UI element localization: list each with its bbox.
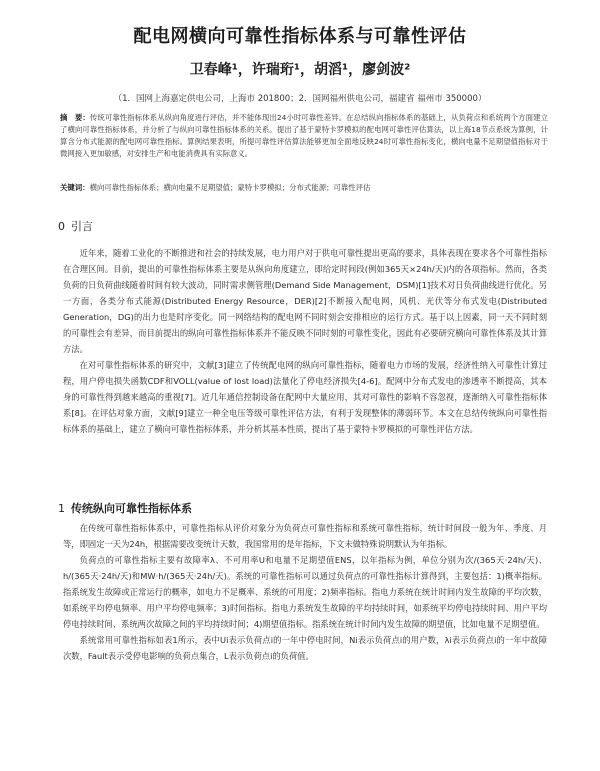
keywords-text: 横向可靠性指标体系；横向电量不足期望值；蒙特卡罗模拟；分布式能源；可靠性评估 <box>89 183 371 192</box>
abstract-block <box>60 112 548 160</box>
keywords-block <box>60 182 548 194</box>
author-list: 卫春峰¹，许瑞珩¹，胡滔¹，廖剑波² <box>189 62 411 78</box>
section-heading-intro <box>58 218 93 234</box>
abstract-text: 传统可靠性指标体系从纵向角度进行评估，并不能体现出24小时可靠性差异。在总结纵向指标体系的基础上，从负荷点和系统两个方面建立了横向可靠性指标体系，并分析了与纵向可靠性指标体系的关系。提出了基于蒙特卡罗模拟的配电网可靠性评估算法，以上海18节点系统为算例，计算含分布式能源的配电网可靠性指标。算例结果表明，所提可靠性评估算法能够更加全面地反映24时可靠性指标变化，横向电量不足期望值指标对于微网接入更加敏感，对安排生产和电能消费具有实际意义。 <box>60 113 548 158</box>
paragraph: 系统常用可靠性指标如表1所示，表中Ui表示负荷点i的一年中停电时间，Ni表示负荷点i的用户数，λi表示负荷点i的一年中故障次数，Fault表示受停电影响的负荷点集合，L表示负荷点i的负荷值。 <box>63 635 547 661</box>
paragraph: 在对可靠性指标体系的研究中，文献[3]建立了传统配电网的纵向可靠性指标，随着电力市场的发展，经济性纳入可靠性计算过程，用户停电损失函数CDF和VOLL(value of lost load)法量化了停电经济损失[4-6]。配网中分布式发电的渗透率不断提高，其本身的可靠性得到越来越高的重视[7]。近几年通信控制设备在配网中大量应用，其对可靠性的影响不容忽视，逐渐纳入可靠性指标体系[8]。在评估对象方面，文献[9]建立一种全电压等级可靠性评估方法，有利于发现整体的薄弱环节。本文在总结传统纵向可靠性指标体系的基础上，建立了横向可靠性指标体系，并分析其基本性质，提出了基于蒙特卡罗模拟的可靠性评估方法。 <box>63 360 547 434</box>
paper-title: 配电网横向可靠性指标体系与可靠性评估 <box>133 26 467 47</box>
keywords-label: 关键词： <box>60 183 90 192</box>
author-affiliation: （1．国网上海嘉定供电公司，上海市 201800；2．国网福州供电公司，福建省 福州市 350000） <box>113 94 487 104</box>
section-traditional-body <box>63 520 547 664</box>
section-number: 0 <box>58 220 65 233</box>
abstract-label: 摘 要： <box>60 113 90 122</box>
section-heading-traditional <box>58 500 192 516</box>
paragraph: 近年来，随着工业化的不断推进和社会的持续发展，电力用户对于供电可靠性提出更高的要求，具体表现在要求各个可靠性指标在合理区间。目前，提出的可靠性指标体系主要是从纵向角度建立，即给定时间段(例如365天×24h/天)内的各项指标。然而，各类负荷的日负荷曲线随着时间有较大波动，同时需求侧管理(Demand Side Management，DSM)[1]技术对日负荷曲线进行优化。另一方面，各类分布式能源(Distributed Energy Resource，DER)[2]不断接入配电网，风机、光伏等分布式发电(Distributed Generation，DG)的出力也是时序变化。同一网络结构的配电网不同时刻会安排相应的运行方式。基于以上因素，同一天不同时刻的可靠性会有差异，而目前提出的纵向可靠性指标体系并不能反映不同时刻的可靠性变化，因此有必要研究横向可靠性体系及其计算方法。 <box>63 248 547 354</box>
section-number: 1 <box>58 502 65 515</box>
paragraph: 负荷点的可靠性指标主要有故障率λ、不可用率U和电量不足期望值ENS，以年指标为例，单位分别为次/(365天·24h/天)、h/(365天·24h/天)和MW·h/(365天·24h/天)。系统的可靠性指标可以通过负荷点的可靠性指标计算得到，主要包括：1)概率指标。指系统发生故障或正常运行的概率，如电力不足概率、系统的可用度；2)频率指标。指电力系统在统计时间内发生故障的平均次数，如系统平均停电频率、用户平均停电频率；3)时间指标。指电力系统发生故障的平均持续时间，如系统平均停电持续时间、用户平均停电持续时间、系统两次故障之间的平均持续时间；4)期望值指标。指系统在统计时间内发生故障的期望值，比如电量不足期望值。 <box>63 555 547 629</box>
section-intro-body <box>63 245 547 437</box>
section-title: 传统纵向可靠性指标体系 <box>71 502 192 515</box>
paragraph: 在传统可靠性指标体系中，可靠性指标从评价对象分为负荷点可靠性指标和系统可靠性指标，统计时间段一般为年、季度、月等，即固定一天为24h，根据需要改变统计天数，我国常用的是年指标，下文未做特殊说明默认为年指标。 <box>63 523 547 549</box>
section-title: 引言 <box>71 220 93 233</box>
